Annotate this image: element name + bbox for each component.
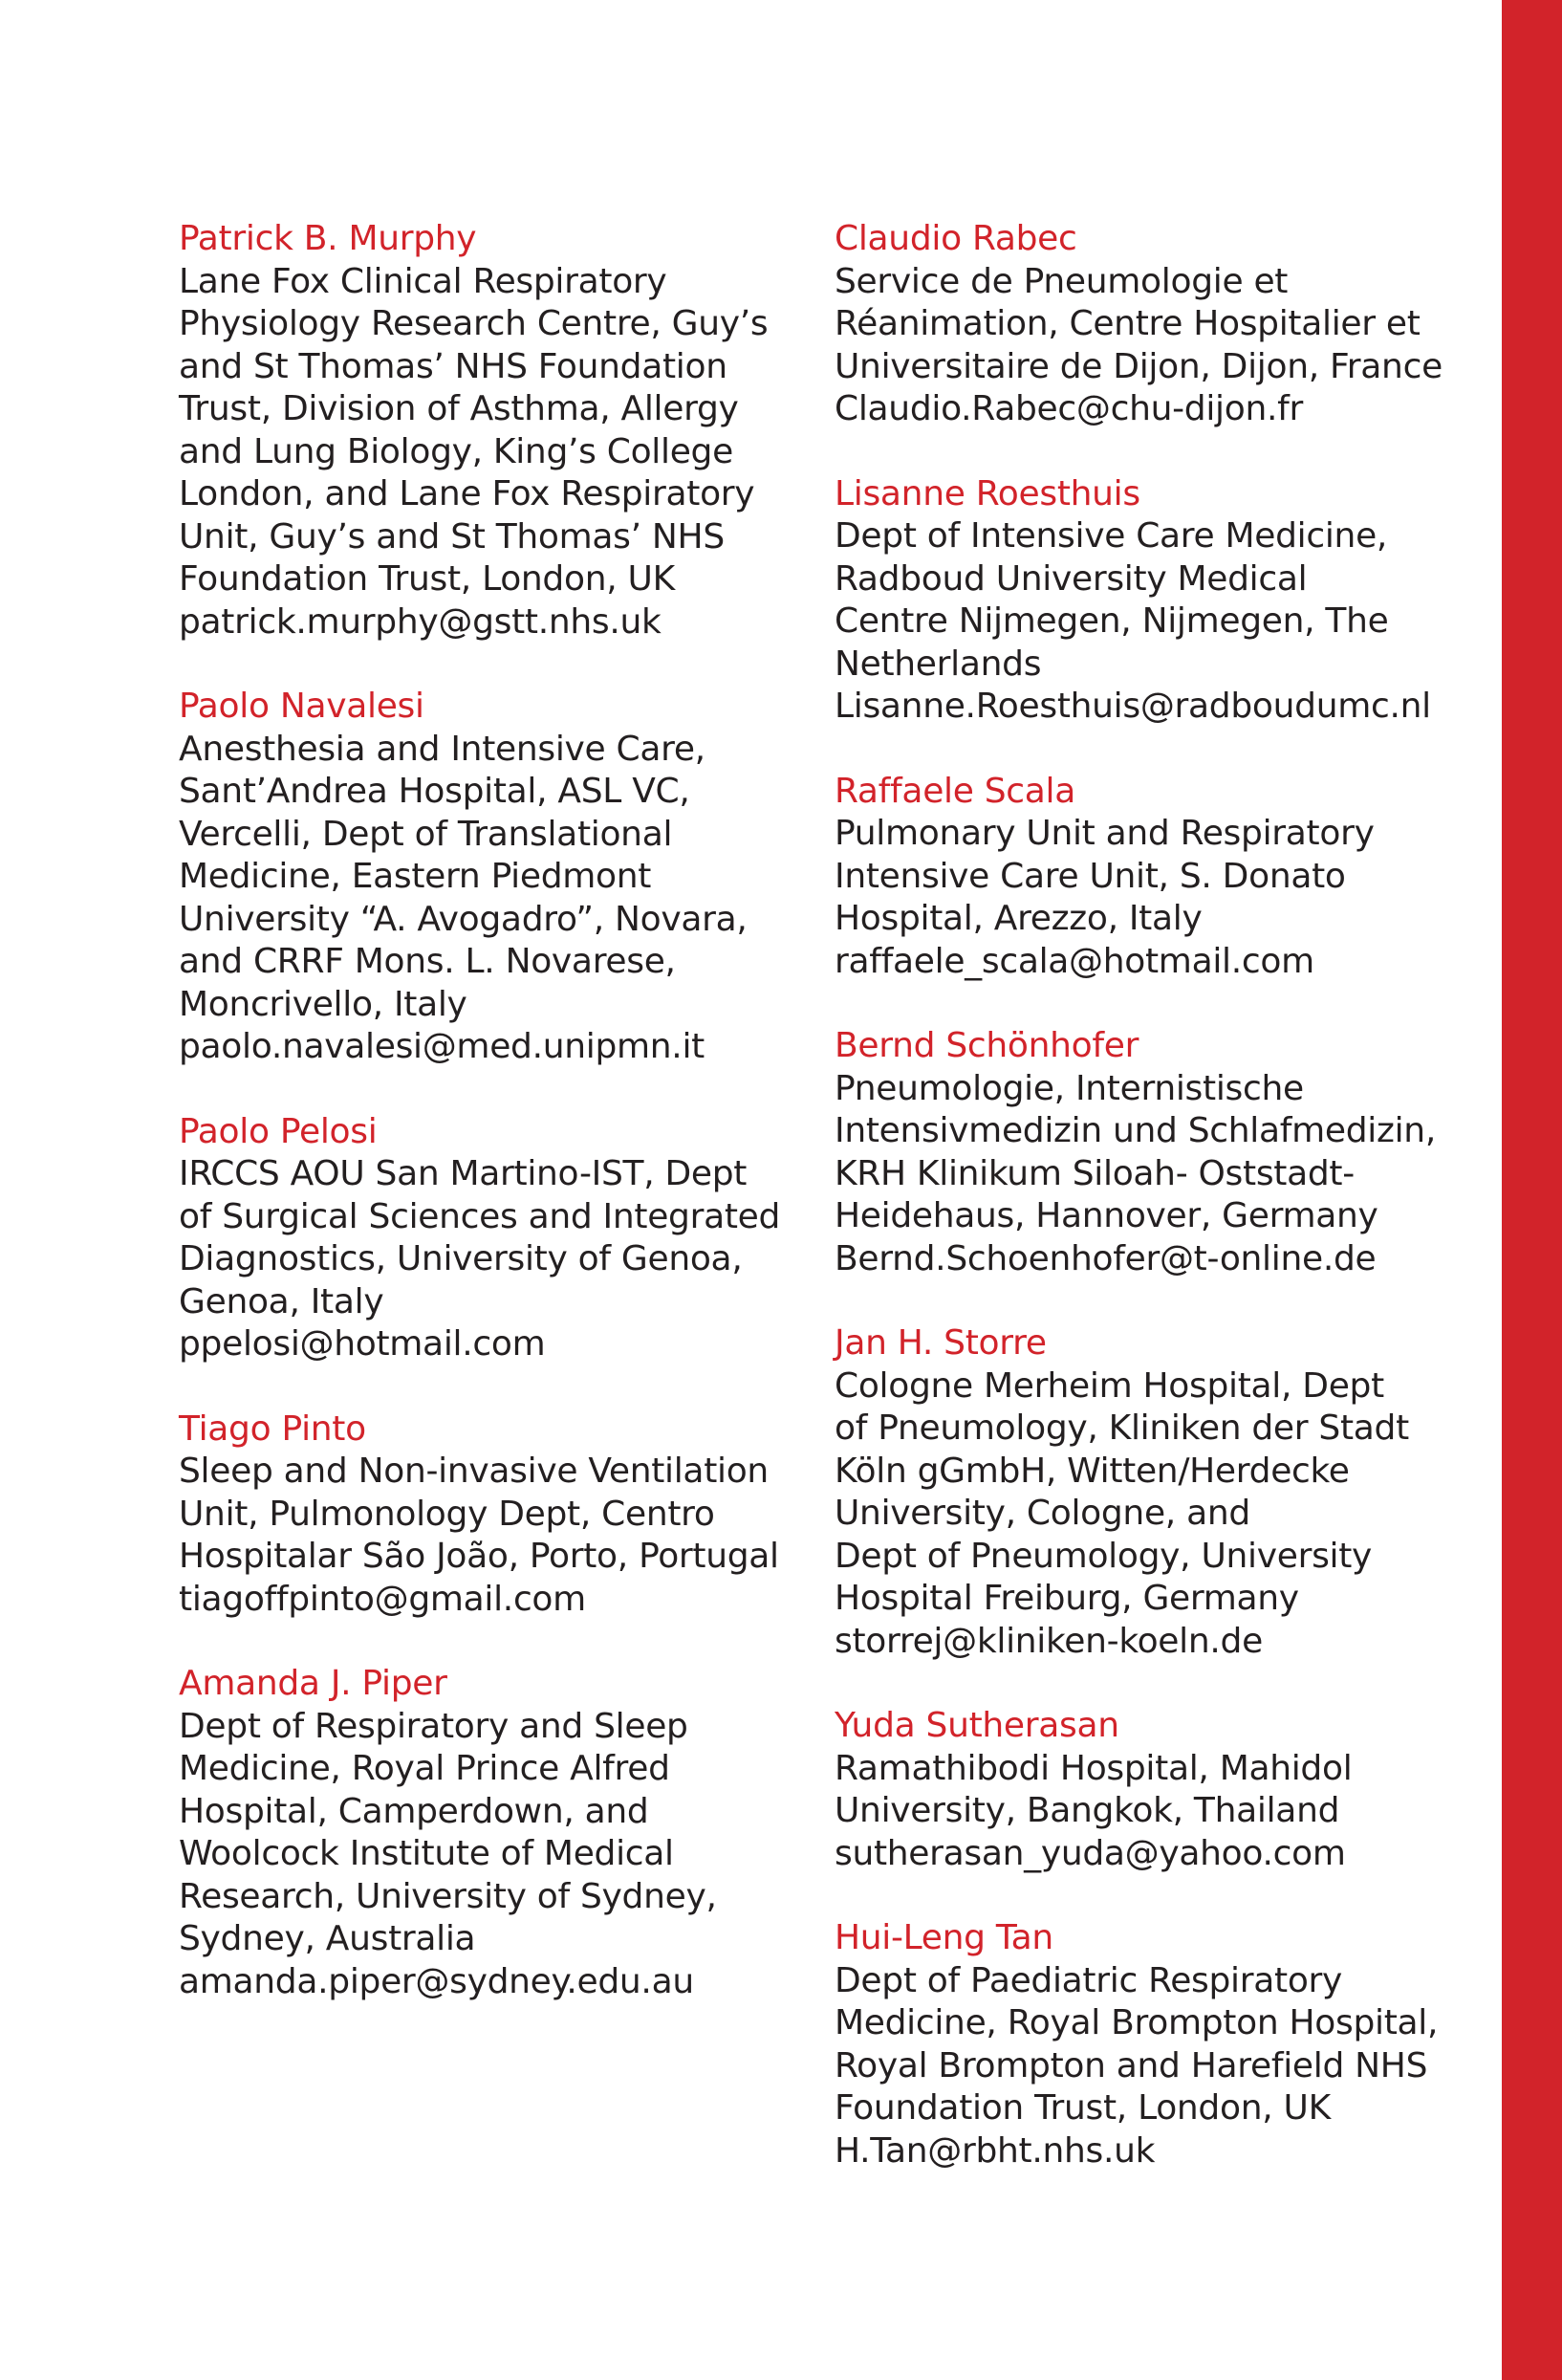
- affiliation-line: Dept of Paediatric Respiratory: [835, 1960, 1343, 2000]
- affiliation-line: Hospital, Camperdown, and: [179, 1791, 649, 1831]
- contributor-entry-bernd-schonhofer: [835, 1025, 1465, 1280]
- contributor-name: Paolo Pelosi: [179, 1111, 378, 1151]
- affiliation-line: and St Thomas’ NHS Foundation: [179, 346, 727, 386]
- affiliation-line: Moncrivello, Italy: [179, 984, 467, 1024]
- contributor-email[interactable]: storrej@kliniken-koeln.de: [835, 1621, 1263, 1661]
- contributor-name: Tiago Pinto: [179, 1408, 366, 1449]
- affiliation-line: of Pneumology, Kliniken der Stadt: [835, 1408, 1409, 1448]
- affiliation-line: Unit, Pulmonology Dept, Centro: [179, 1494, 715, 1534]
- affiliation-line: Physiology Research Centre, Guy’s: [179, 304, 769, 343]
- contributor-name: Amanda J. Piper: [179, 1664, 447, 1703]
- contributor-name: Yuda Sutherasan: [835, 1706, 1119, 1745]
- contributor-name: Hui-Leng Tan: [835, 1918, 1053, 1957]
- affiliation-line: Ramathibodi Hospital, Mahidol: [835, 1748, 1353, 1788]
- contributors-right-column: [835, 218, 1465, 2215]
- affiliation-line: Service de Pneumologie et: [835, 261, 1289, 301]
- affiliation-line: University, Bangkok, Thailand: [835, 1791, 1340, 1830]
- contributor-name: Bernd Schönhofer: [835, 1026, 1139, 1065]
- affiliation-line: Réanimation, Centre Hospitalier et: [835, 304, 1421, 343]
- affiliation-line: Dept of Respiratory and Sleep: [179, 1706, 688, 1746]
- contributor-email[interactable]: ppelosi@hotmail.com: [179, 1324, 546, 1364]
- affiliation-line: Unit, Guy’s and St Thomas’ NHS: [179, 516, 725, 557]
- contributor-email[interactable]: paolo.navalesi@med.unipmn.it: [179, 1027, 705, 1066]
- contributor-name: Jan H. Storre: [835, 1323, 1047, 1363]
- contributors-left-column: [179, 218, 810, 2045]
- contributor-name: Paolo Navalesi: [179, 687, 424, 726]
- affiliation-line: London, and Lane Fox Respiratory: [179, 474, 755, 513]
- contributor-entry-hui-leng-tan: [835, 1917, 1465, 2173]
- affiliation-line: Royal Brompton and Harefield NHS: [835, 2045, 1428, 2085]
- contributor-entry-paolo-pelosi: [179, 1111, 810, 1366]
- affiliation-line: University, Cologne, and: [835, 1494, 1250, 1533]
- affiliation-line: and CRRF Mons. L. Novarese,: [179, 942, 676, 981]
- contributor-entry-paolo-navalesi: [179, 686, 810, 1069]
- affiliation-line: Universitaire de Dijon, Dijon, France: [835, 346, 1443, 386]
- affiliation-line: Heidehaus, Hannover, Germany: [835, 1196, 1378, 1235]
- affiliation-line: Sleep and Non-invasive Ventilation: [179, 1452, 769, 1491]
- contributor-email[interactable]: sutherasan_yuda@yahoo.com: [835, 1833, 1346, 1873]
- affiliation-line: Lane Fox Clinical Respiratory: [179, 261, 667, 301]
- affiliation-line: Diagnostics, University of Genoa,: [179, 1239, 743, 1278]
- affiliation-line: Dept of Intensive Care Medicine,: [835, 516, 1388, 556]
- affiliation-line: Köln gGmbH, Witten/Herdecke: [835, 1451, 1350, 1491]
- contributor-entry-amanda-j-piper: [179, 1663, 810, 2003]
- affiliation-line: Hospital, Arezzo, Italy: [835, 899, 1203, 938]
- affiliation-line: Genoa, Italy: [179, 1281, 384, 1321]
- contributor-name: Raffaele Scala: [835, 771, 1076, 811]
- affiliation-line: KRH Klinikum Siloah- Oststadt-: [835, 1153, 1355, 1193]
- contributor-entry-tiago-pinto: [179, 1408, 810, 1622]
- affiliation-line: Pneumologie, Internistische: [835, 1068, 1304, 1108]
- contributor-email[interactable]: patrick.murphy@gstt.nhs.uk: [179, 601, 662, 642]
- affiliation-line: Medicine, Royal Brompton Hospital,: [835, 2003, 1439, 2042]
- contributor-entry-raffaele-scala: [835, 771, 1465, 984]
- contributor-name: Claudio Rabec: [835, 219, 1077, 258]
- affiliation-line: Sant’Andrea Hospital, ASL VC,: [179, 772, 690, 811]
- affiliation-line: IRCCS AOU San Martino-IST, Dept: [179, 1154, 748, 1193]
- contributor-email[interactable]: Lisanne.Roesthuis@radboudumc.nl: [835, 687, 1431, 726]
- contributor-entry-patrick-b-murphy: [179, 218, 810, 644]
- affiliation-line: Cologne Merheim Hospital, Dept: [835, 1365, 1384, 1406]
- contributor-email[interactable]: raffaele_scala@hotmail.com: [835, 941, 1314, 981]
- contributor-entry-jan-h-storre: [835, 1322, 1465, 1663]
- affiliation-line: Anesthesia and Intensive Care,: [179, 729, 705, 769]
- affiliation-line: Sydney, Australia: [179, 1919, 476, 1958]
- affiliation-line: Trust, Division of Asthma, Allergy: [179, 389, 739, 428]
- contributor-name: Lisanne Roesthuis: [835, 473, 1140, 513]
- affiliation-line: Medicine, Eastern Piedmont: [179, 857, 652, 896]
- contributor-entry-lisanne-roesthuis: [835, 473, 1465, 729]
- contributor-email[interactable]: tiagoffpinto@gmail.com: [179, 1579, 586, 1619]
- affiliation-line: Intensivmedizin und Schlafmedizin,: [835, 1111, 1436, 1150]
- affiliation-line: Woolcock Institute of Medical: [179, 1834, 674, 1873]
- affiliation-line: Centre Nijmegen, Nijmegen, The: [835, 601, 1389, 641]
- contributor-email[interactable]: Claudio.Rabec@chu-dijon.fr: [835, 389, 1304, 428]
- affiliation-line: Foundation Trust, London, UK: [179, 559, 675, 599]
- affiliation-line: Research, University of Sydney,: [179, 1876, 717, 1916]
- affiliation-line: University “A. Avogadro”, Novara,: [179, 899, 748, 939]
- affiliation-line: Dept of Pneumology, University: [835, 1536, 1373, 1576]
- contributor-email[interactable]: H.Tan@rbht.nhs.uk: [835, 2130, 1156, 2171]
- affiliation-line: and Lung Biology, King’s College: [179, 431, 733, 471]
- affiliation-line: Netherlands: [835, 644, 1042, 684]
- contributor-entry-claudio-rabec: [835, 218, 1465, 431]
- affiliation-line: Vercelli, Dept of Translational: [179, 814, 673, 854]
- affiliation-line: Medicine, Royal Prince Alfred: [179, 1749, 670, 1788]
- affiliation-line: Hospitalar São João, Porto, Portugal: [179, 1537, 779, 1576]
- contributor-name: Patrick B. Murphy: [179, 219, 477, 258]
- contributor-email[interactable]: Bernd.Schoenhofer@t-online.de: [835, 1238, 1377, 1278]
- contributor-entry-yuda-sutherasan: [835, 1705, 1465, 1875]
- affiliation-line: Intensive Care Unit, S. Donato: [835, 856, 1346, 896]
- side-accent-bar: [1502, 0, 1562, 2380]
- contributor-email[interactable]: amanda.piper@sydney.edu.au: [179, 1961, 694, 2001]
- affiliation-line: Radboud University Medical: [835, 558, 1308, 599]
- affiliation-line: Foundation Trust, London, UK: [835, 2088, 1331, 2128]
- affiliation-line: Hospital Freiburg, Germany: [835, 1579, 1299, 1618]
- affiliation-line: Pulmonary Unit and Respiratory: [835, 814, 1375, 853]
- affiliation-line: of Surgical Sciences and Integrated: [179, 1196, 781, 1236]
